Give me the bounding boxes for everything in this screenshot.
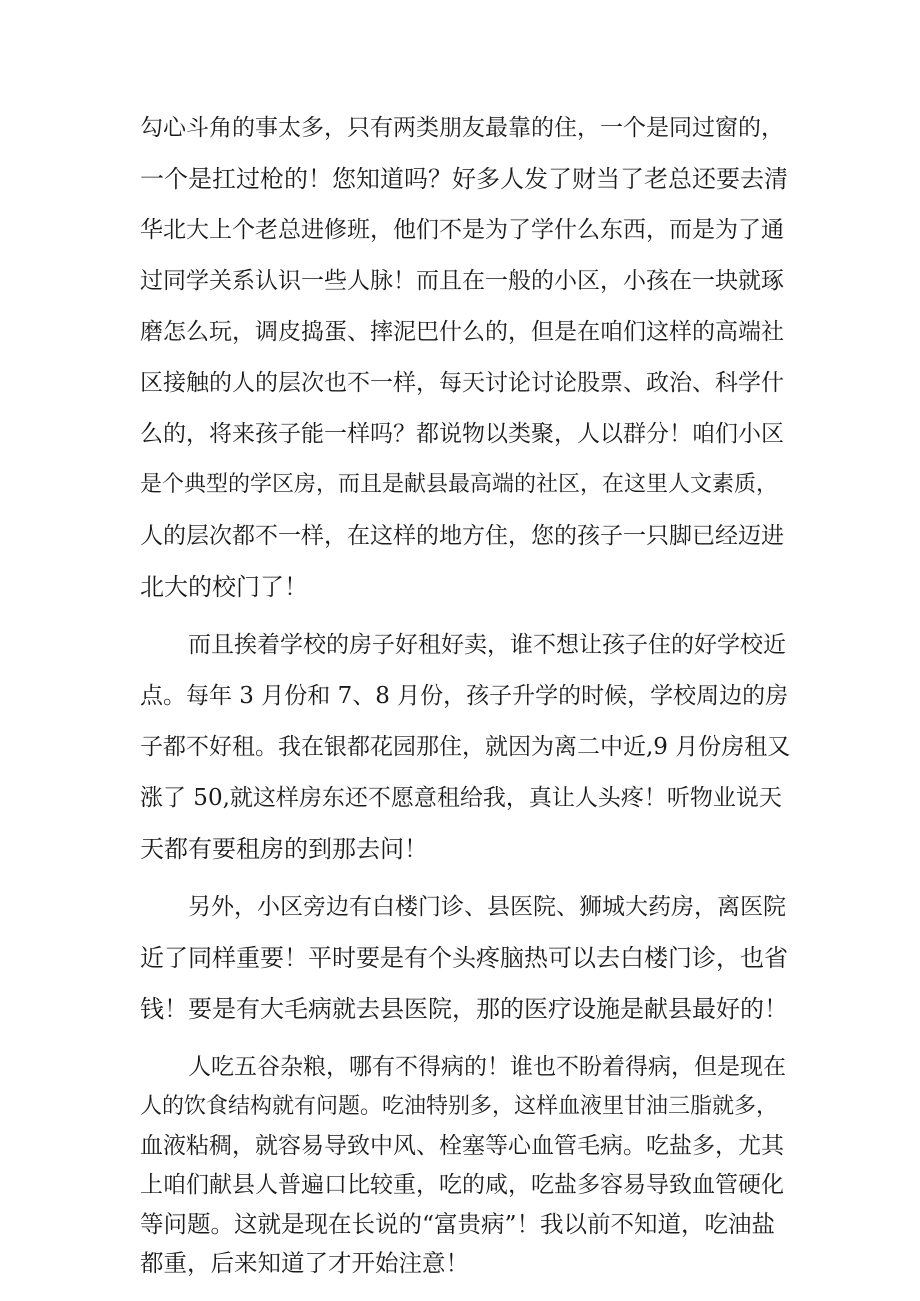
paragraph-4-line-1: 人吃五谷杂粮，哪有不得病的！谁也不盼着得病，但是现在 — [188, 1054, 786, 1080]
paragraph-1-line-4: 过同学关系认识一些人脉！而且在一般的小区，小孩在一块就琢 — [140, 268, 784, 294]
paragraph-3-line-1: 另外，小区旁边有白楼门诊、县医院、狮城大药房，离医院 — [188, 894, 786, 920]
paragraph-4-line-6: 都重，后来知道了才开始注意！ — [140, 1249, 469, 1277]
paragraph-1-line-3: 华北大上个老总进修班，他们不是为了学什么东西，而是为了通 — [140, 217, 784, 243]
paragraph-1-line-5: 磨怎么玩，调皮捣蛋、摔泥巴什么的，但是在咱们这样的高端社 — [140, 319, 784, 345]
paragraph-1-line-6: 区接触的人的层次也不一样，每天讨论讨论股票、政治、科学什 — [140, 370, 784, 396]
paragraph-2-line-3: 子都不好租。我在银都花园那住，就因为离二中近,9 月份房租又 — [140, 734, 791, 760]
paragraph-1-line-8: 是个典型的学区房，而且是献县最高端的社区，在这里人文素质， — [140, 472, 779, 497]
paragraph-1-line-10: 北大的校门了！ — [140, 573, 308, 601]
paragraph-2-line-2: 点。每年 3 月份和 7、8 月份，孩子升学的时候，学校周边的房 — [140, 683, 789, 709]
paragraph-2-line-5: 天都有要租房的到那去问！ — [140, 835, 428, 863]
paragraph-4-line-3: 血液粘稠，就容易导致中风、栓塞等心血管毛病。吃盐多，尤其 — [140, 1133, 784, 1159]
paragraph-4-line-4: 上咱们献县人普遍口比较重，吃的咸，吃盐多容易导致血管硬化 — [140, 1172, 784, 1198]
paragraph-1-line-9: 人的层次都不一样，在这样的地方住，您的孩子一只脚已经迈进 — [140, 523, 784, 549]
paragraph-3-line-2: 近了同样重要！平时要是有个头疼脑热可以去白楼门诊，也省 — [140, 944, 788, 972]
paragraph-2-line-1: 而且挨着学校的房子好租好卖，谁不想让孩子住的好学校近 — [188, 632, 786, 658]
paragraph-4-line-2: 人的饮食结构就有问题。吃油特别多，这样血液里甘油三脂就多， — [140, 1094, 779, 1119]
paragraph-1-line-1: 勾心斗角的事太多，只有两类朋友最靠的住，一个是同过窗的， — [140, 115, 784, 141]
paragraph-1-line-7: 么的，将来孩子能一样吗？都说物以类聚，人以群分！咱们小区 — [140, 421, 784, 447]
paragraph-3-line-3: 钱！要是有大毛病就去县医院，那的医疗设施是献县最好的！ — [140, 995, 788, 1023]
paragraph-4-line-5: 等问题。这就是现在长说的“富贵病”！我以前不知道，吃油盐 — [140, 1210, 776, 1238]
paragraph-1-line-2: 一个是扛过枪的！您知道吗？好多人发了财当了老总还要去清 — [140, 165, 788, 193]
paragraph-2-line-4: 涨了 50,就这样房东还不愿意租给我，真让人头疼！听物业说天 — [140, 785, 782, 811]
